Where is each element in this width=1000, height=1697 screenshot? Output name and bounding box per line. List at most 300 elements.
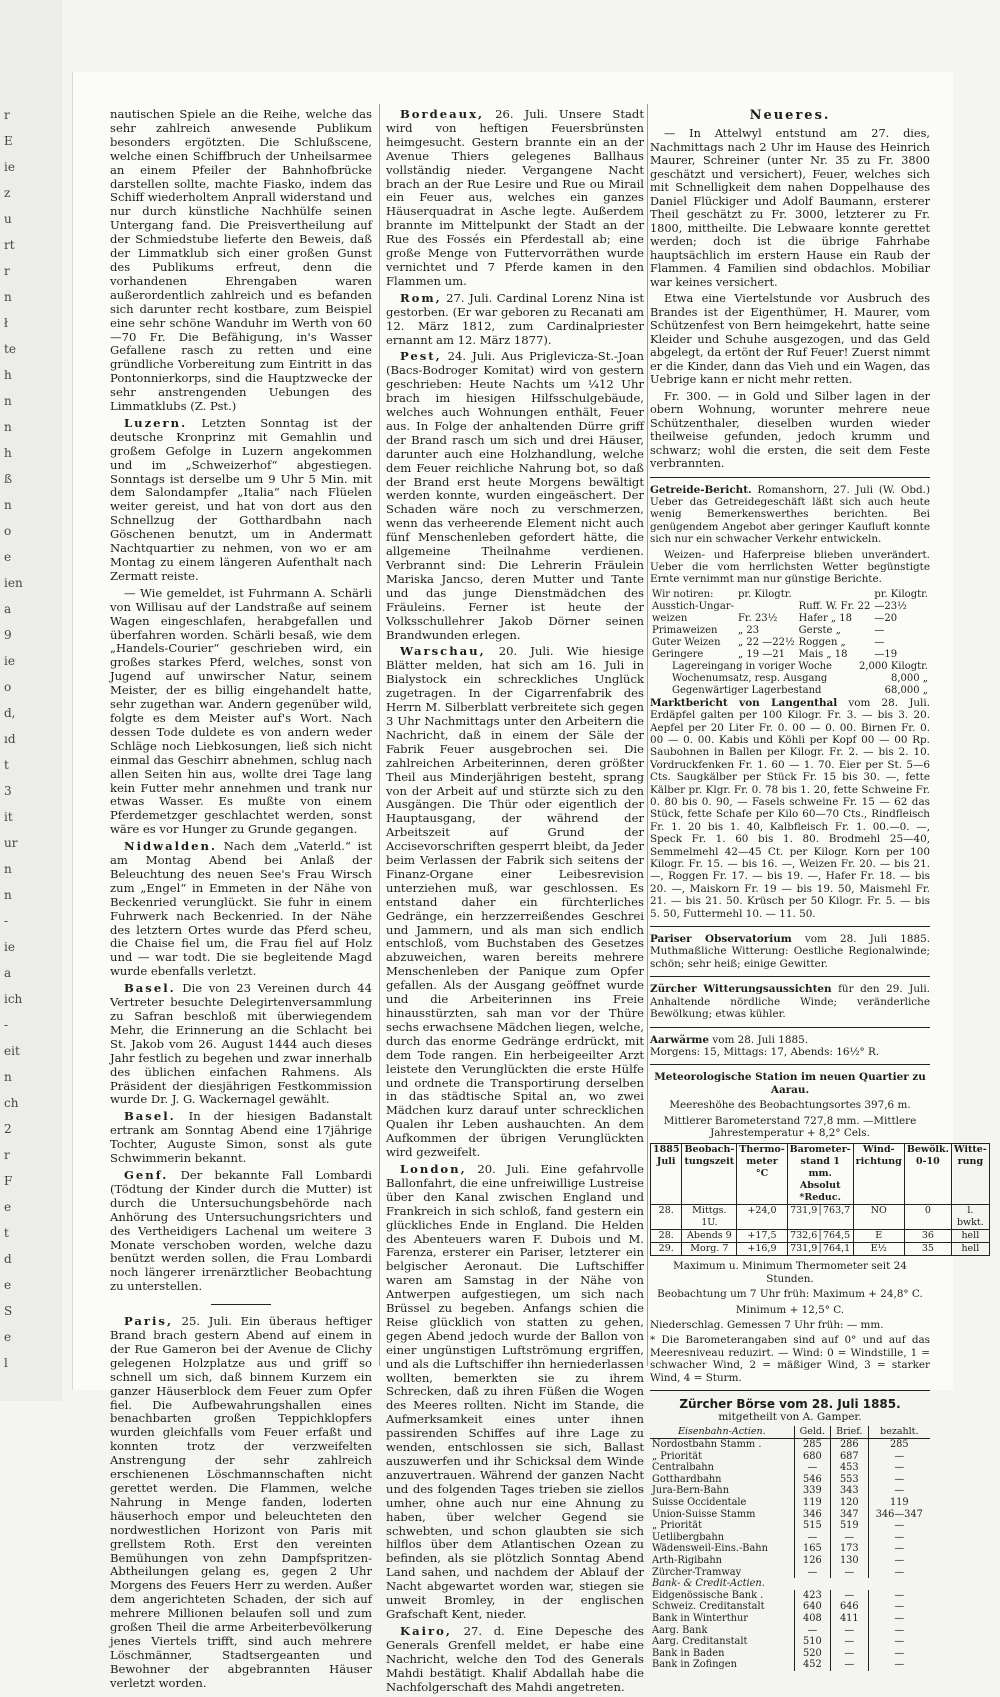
aarau-warmth-line2: Morgens: 15, Mittags: 17, Abends: 16½° R. xyxy=(650,1045,880,1058)
bourse-row xyxy=(650,1474,930,1486)
grain-cell: —20 xyxy=(874,612,898,624)
bourse-price: 119 xyxy=(794,1497,830,1509)
bourse-security: Zürcher-Tramway xyxy=(652,1566,742,1578)
bourse-price: 646 xyxy=(831,1601,869,1613)
meteo-cell: 28. xyxy=(651,1205,682,1230)
grain-cell: Mais „ 18 xyxy=(798,648,848,660)
bourse-price: 165 xyxy=(794,1543,830,1555)
article-text: 24. Juli. Aus Priglevicza-St.-Joan (Bacs-Bodroger Komitat) wird von gestern geschrieben: Heute Nachts um ¼12 Uhr brach im hiesigen Hilfsschulgebäude, welches auch Wohnungen enthält, Feuer aus. In Folge der anhaltenden Dürre griff der Brand rasch um sich und drei Häuser, darunter auch eine Holzhandlung, welche dem Feuer reichliche Nahrung bot, so daß der Brand erst heute Morgens bewältigt werden konnte, wurden eingeäschert. Der Schaden wäre noch zu verschmerzen, wenn das verheerende Element nicht auch fünf Menschenleben gefordert hätte, die allgemeine Theilnahme verdienen. Verbrannt sind: Die Lehrerin Fräulein Mariska Jancso, deren Mutter und Tante und das junge Dienstmädchen des Fräuleins. Ferner ist heute der Volksschullehrer Jakob Dörner seinen Brandwunden erlegen. xyxy=(386,349,644,642)
meteo-cell: +24,0 xyxy=(737,1205,787,1230)
bourse-price: 126 xyxy=(794,1555,830,1567)
meteo-cell: hell xyxy=(951,1230,989,1243)
meteo-cell: 731,9│764,1 xyxy=(787,1243,853,1256)
bourse-row xyxy=(650,1567,930,1579)
article-text: 27. Juli. Cardinal Lorenz Nina ist gestorben. (Er war geboren zu Recanati am 12. März 1812, zum Cardinalpriester ernannt am 12. März 1877). xyxy=(386,290,644,347)
edge-mark: 9 xyxy=(4,628,12,642)
meteo-header: Wind-richtung xyxy=(853,1144,904,1205)
grain-row xyxy=(650,601,930,613)
meteo-cell: 732,6│764,5 xyxy=(787,1230,853,1243)
meteo-cell: Morg. 7 xyxy=(682,1243,737,1256)
meteo-notes xyxy=(650,1260,930,1384)
separator xyxy=(650,1390,930,1391)
article-dateline: Genf. xyxy=(124,1167,169,1182)
edge-mark: rt xyxy=(4,238,15,252)
bourse-price: — xyxy=(868,1462,930,1474)
edge-mark: E xyxy=(4,134,13,148)
edge-mark: d, xyxy=(4,706,16,720)
bourse-price: 119 xyxy=(868,1497,930,1509)
article-text: 26. Juli. Unsere Stadt wird von heftigen Feuersbrünsten heimgesucht. Gestern brannte ein an der Avenue Thiers gelegenes Ballhaus vollständig nieder. Vergangene Nacht brach an der Rue Lesire und Rue ou Mirail ein Feuer aus, welches ein ganzes Häuserquadrat in Asche legte. Außerdem brannte im Mittelpunkt der Stadt an der Rue des Fossés ein Pferdestall ab; eine große Menge von Futtervorräthen wurde vernichtet und 7 Pferde kamen in den Flammen um. xyxy=(386,107,644,288)
bourse-price: — xyxy=(868,1555,930,1567)
bourse-price: — xyxy=(868,1474,930,1486)
meteo-cell: 0 xyxy=(904,1205,951,1230)
bourse-security: Jura-Bern-Bahn xyxy=(652,1485,730,1497)
bourse-price: 515 xyxy=(794,1520,830,1532)
grain-cell: — xyxy=(874,624,885,636)
article-dateline: Basel. xyxy=(124,1109,176,1124)
bourse-price: 346 xyxy=(794,1509,830,1521)
aarau-warmth-line1: vom 28. Juli 1885. xyxy=(709,1033,808,1046)
bourse-security: „ Priorität xyxy=(652,1520,703,1532)
bourse-row xyxy=(650,1439,930,1451)
bourse-price: — xyxy=(868,1532,930,1544)
grain-cell: Ausstich-Ungar- xyxy=(652,600,734,612)
edge-mark: e xyxy=(4,550,12,564)
bourse-price: — xyxy=(831,1636,869,1648)
edge-mark: n xyxy=(4,420,12,434)
bourse-row xyxy=(650,1601,930,1613)
edge-mark: it xyxy=(4,810,13,824)
grain-row xyxy=(650,625,930,637)
grain-report-note: Weizen- und Haferpreise blieben unverändert. Ueber die vom herrlichsten Wetter begünstigte Ernte vernimmt man nur günstige Berichte. xyxy=(650,548,930,586)
edge-mark: n xyxy=(4,498,12,512)
bourse-row xyxy=(650,1543,930,1555)
edge-mark: eit xyxy=(4,1044,20,1058)
grain-cell: Hafer „ 18 xyxy=(798,612,853,624)
stock-row xyxy=(650,661,930,673)
meteo-cell: 29. xyxy=(651,1243,682,1256)
station-sub2: Mittlerer Barometerstand 727,8 mm. —Mittlere Jahrestemperatur + 8,2° Cels. xyxy=(663,1114,917,1139)
bourse-price: 452 xyxy=(794,1659,830,1671)
bourse-price: — xyxy=(868,1543,930,1555)
bourse-price: — xyxy=(868,1451,930,1463)
bourse-price: 510 xyxy=(794,1636,830,1648)
paris-observatory-title: Pariser Observatorium xyxy=(650,933,792,946)
bourse-section-heading: Bank- & Credit-Actien. xyxy=(652,1578,765,1590)
article-paragraph xyxy=(110,982,372,1107)
station-sub1: Meereshöhe des Beobachtungsortes 397,6 m. xyxy=(669,1099,911,1112)
bourse-price: 687 xyxy=(831,1451,869,1463)
neueres-heading: Neueres. xyxy=(749,108,831,123)
article-text: nautischen Spiele an die Reihe, welche das sehr zahlreich anwesende Publikum besonders ergötzten. Die Schlußscene, welche einen Schiffbruch der Unheilsarmee an einem Pfeiler der Bahnhofbrücke darstellen sollte, machte Fiasko, indem das Schiff wiederholtem Anprall widerstand und nur durch künstliche Nachhülfe seinen Untergang fand. Die Preisvertheilung auf der Schmiedstube lieferte den Beweis, daß der Limmatklub sich einer großen Gunst des Publikums erfreut, denn die vorhandenen Ehrengaben waren außerordentlich zahlreich und es befanden sich darunter recht kostbare, zum Beispiel eine sehr schöne Wanduhr im Werth von 60—70 Fr. Die Befähigung, in's Wasser Gefallene rasch zu retten und eine gründliche Vorbereitung zum Eintritt in das Pontonnierkorps, sind die Hauptzwecke der sehr anstrengenden Uebungen des Limmatklubs (Z. Pst.) xyxy=(110,107,372,414)
edge-mark: r xyxy=(4,108,10,122)
grain-cell: „ 22 —22½ xyxy=(737,636,795,648)
grain-report-intro: Romanshorn, 27. Juli (W. Obd.) Ueber das Getreidegeschäft läßt sich auch heute wenig Bemerkenswerthes berichten. Bei genügendem Angebot aber geringer Kaufluft konnte sich nur ein schwacher Verkehr entwickeln. xyxy=(650,483,930,546)
article-paragraph xyxy=(110,1169,372,1294)
edge-mark: 3 xyxy=(4,784,12,798)
article-paragraph xyxy=(110,587,372,837)
bourse-row xyxy=(650,1613,930,1625)
zurich-weather-text: für den 29. Juli. Anhaltende nördliche Winde; veränderliche Bewölkung; etwas kühler. xyxy=(650,983,930,1021)
meteo-cell: 731,9│763,7 xyxy=(787,1205,853,1230)
edge-mark: t xyxy=(4,1226,9,1240)
separator xyxy=(650,1064,930,1065)
bourse-price: 408 xyxy=(794,1613,830,1625)
stock-label: Gegenwärtiger Lagerbestand xyxy=(672,684,822,696)
article-dateline: Paris, xyxy=(124,1314,173,1329)
edge-mark: n xyxy=(4,290,12,304)
bourse-row xyxy=(650,1648,930,1660)
edge-mark: o xyxy=(4,680,12,694)
grain-cell: —19 xyxy=(874,648,898,660)
edge-mark: n xyxy=(4,888,12,902)
market-report-title: Marktbericht von Langenthal xyxy=(650,696,838,709)
bourse-price: 347 xyxy=(831,1509,869,1521)
article-dateline: Luzern. xyxy=(124,415,188,430)
edge-mark: r xyxy=(4,264,10,278)
article-text: Der bekannte Fall Lombardi (Tödtung der Kinder durch die Mutter) ist durch die Untersuchungsbehörde nach Anhörung des Untersuchungsrichters und des Vertheidigers Lachenal um weitere 3 Monate verschoben worden, welche dazu benützt werden sollen, die Frau Lombardi noch längerer irrenärztlicher Beobachtung zu unterstellen. xyxy=(110,1167,372,1294)
market-report xyxy=(650,697,930,920)
article-text: 20. Juli. Eine gefahrvolle Ballonfahrt, die eine unfreiwillige Lustreise über den Kanal zwischen England und Frankreich in sich schloß, fand gestern ein glückliches Ende in England. Die Helden des Abenteuers waren F. Dubois und M. Farenza, ersterer ein Pariser, letzterer ein belgischer Aeronaut. Die Luftschiffer waren am Samstag in der Nähe von Antwerpen aufgestiegen, um sich nach Brüssel zu begeben. Anfangs schien die Reise glücklich von statten zu gehen, gegen Abend jedoch wurde der Ballon von einer ungünstigen Luftströmung ergriffen, und als die Luftschiffer ihn herniederlassen wollten, bemerkten sie zu ihrem Schrecken, daß zu ihren Füßen die Wogen des Meeres rollten. Nicht im Stande, die Aufmerksamkeit eines unter ihnen passirenden Schiffes auf ihre Lage zu wenden, entschlossen sie sich, Ballast auszuwerfen und ihr Schicksal dem Winde anzuvertrauen. Während der ganzen Nacht und des folgenden Tages trieben sie ziellos umher, ohne auch nur eine Ahnung zu haben, über welcher Gegend sie schwebten, und schon glaubten sie sich hilflos über dem Atlantischen Ozean zu befinden, als sie plötzlich Sonntag Abend Land sahen, und nachdem der Ablauf der Nacht abgewartet worden war, stiegen sie unweit Bromley, in der englischen Grafschaft Kent, nieder. xyxy=(386,1161,644,1621)
grain-cell: Gerste „ xyxy=(798,624,841,636)
bourse-price: 411 xyxy=(831,1613,869,1625)
short-divider xyxy=(211,1304,271,1305)
edge-mark: ien xyxy=(4,576,23,590)
stock-row xyxy=(650,673,930,685)
meteo-cell: 35 xyxy=(904,1243,951,1256)
bourse-security: Arth-Rigibahn xyxy=(652,1554,722,1566)
meteo-cell: l. bwkt. xyxy=(951,1205,989,1230)
bourse-price: 453 xyxy=(831,1462,869,1474)
bourse-price: 519 xyxy=(831,1520,869,1532)
article-text: 27. d. Eine Depesche des Generals Grenfell meldet, er habe eine Nachricht, welche den Tod des Generals Mahdi bestätigt. Khalif Abdallah habe die Nachfolgerschaft des Mahdi angetreten. xyxy=(386,1623,644,1694)
article-text: Die von 23 Vereinen durch 44 Vertreter besuchte Delegirtenversammlung zu Safran beschloß mit überwiegendem Mehr, die Erinnerung an die Schlacht bei St. Jakob vom 26. August 1444 auch dieses Jahr festlich zu begehen und zwar innerhalb des üblichen einfachen Rahmens. Als Präsident der diesjährigen Festkommission wurde Dr. J. G. Wackernagel gewählt. xyxy=(110,981,372,1107)
meteo-cell: E xyxy=(853,1230,904,1243)
stock-label: Wochenumsatz, resp. Ausgang xyxy=(672,672,828,684)
edge-mark: h xyxy=(4,368,12,382)
edge-mark: ich xyxy=(4,992,23,1006)
station-title: Meteorologische Station im neuen Quartier zu Aarau. xyxy=(654,1071,926,1096)
edge-mark: S xyxy=(4,1304,13,1318)
bourse-security: Centralbahn xyxy=(652,1462,714,1474)
edge-mark: - xyxy=(4,1018,9,1032)
edge-mark: h xyxy=(4,446,12,460)
meteo-cell: E½ xyxy=(853,1243,904,1256)
bourse-row xyxy=(650,1520,930,1532)
bourse-row xyxy=(650,1509,930,1521)
bourse-row xyxy=(650,1590,930,1602)
grain-report xyxy=(650,484,930,697)
bourse-price: — xyxy=(868,1648,930,1660)
grain-header: pr. Kilogtr. xyxy=(874,588,928,600)
grain-cell: „ 19 —21 xyxy=(737,648,785,660)
bourse-price: 286 xyxy=(831,1439,869,1451)
bourse-price: 339 xyxy=(794,1485,830,1497)
article-dateline: London, xyxy=(400,1161,467,1176)
article-text: In der hiesigen Badanstalt ertrank am Sonntag Abend eine 17jährige Tochter, Auguste Simon, sonst als gute Schwimmerin bekannt. xyxy=(110,1109,372,1166)
edge-mark: r xyxy=(4,1148,10,1162)
article-dateline: Kairo, xyxy=(400,1623,452,1638)
edge-mark: a xyxy=(4,966,12,980)
bourse-price: 343 xyxy=(831,1485,869,1497)
bourse-security: Bank in Baden xyxy=(652,1647,725,1659)
article-paragraph xyxy=(386,645,644,1160)
bourse-security: Schweiz. Creditanstalt xyxy=(652,1601,765,1613)
column-3 xyxy=(650,108,987,1671)
edge-mark: u xyxy=(4,212,12,226)
meteo-header: Thermo-meter °C xyxy=(737,1144,787,1205)
edge-mark: e xyxy=(4,1278,12,1292)
bourse-security: „ Priorität xyxy=(652,1450,703,1462)
news-paragraph: — In Attelwyl entstund am 27. dies, Nachmittags nach 2 Uhr im Hause des Heinrich Maurer, Schreiner (unter Nr. 35 zu Fr. 3800 geschätzt und versichert), Feuer, welches sich mit Schnelligkeit dem nahen Doppelhause des Daniel Flückiger und Adolf Baumann, ersterer Theil geschätzt zu Fr. 3000, letzterer zu Fr. 1800, mittheilte. Die Lebwaare konnte gerettet werden; doch ist die übrige Fahrhabe hauptsächlich im erstern Hause ein Raub der Flammen. 4 Familien sind obdachlos. Mobiliar war keines versichert. xyxy=(650,127,930,289)
edge-mark: d xyxy=(4,1252,12,1266)
grain-row xyxy=(650,613,930,625)
bourse-security: Suisse Occidentale xyxy=(652,1496,747,1508)
bourse-price: 680 xyxy=(794,1451,830,1463)
article-paragraph xyxy=(386,1625,644,1695)
bourse-price: — xyxy=(868,1659,930,1671)
meteo-cell: hell xyxy=(951,1243,989,1256)
meteo-cell: +16,9 xyxy=(737,1243,787,1256)
meteo-cell: Mittgs. 1U. xyxy=(682,1205,737,1230)
bourse-price: 173 xyxy=(831,1543,869,1555)
article-text: 20. Juli. Wie hiesige Blätter melden, hat sich am 16. Juli in Bialystock ein schreckliches Unglück zugetragen. In der Cigarrenfabrik des Herrn M. Silberblatt verbreitete sich gegen 3 Uhr Nachmittags unter den Arbeitern die Nachricht, daß in einem der Säle der Fabrik Feuer ausgebrochen sei. Die zahlreichen Arbeiterinnen, deren größter Theil aus Minderjährigen besteht, sprang von der Arbeit auf und stürzte sich zu den Ausgängen. Die Thür oder eigentlich der Hauptausgang, der während der Arbeitszeit auf Grund der Accisevorschriften gesperrt bleibt, da Jeder beim Verlassen der Fabrik sich seitens der Finanz-Organe einer Leibesrevision unterziehen muß, war geschlossen. Es entstand daher ein fürchterliches Gedränge, ein herzzerreißendes Geschrei und Jammern, und als man sich endlich entschloß, vom Buchstaben des Gesetzes abzuweichen, waren bereits mehrere Menschenleben der Panique zum Opfer gefallen. Als der Ausgang geöffnet wurde und die Arbeiterinnen ins Freie hinausstürzten, sah man vor der Thüre sechs erwachsene Mädchen liegen, welche, durch das enorme Gedränge erdrückt, mit dem Tode rangen. Ein herbeigeeilter Arzt leistete den Verunglückten die erste Hülfe und ordnete die Transportirung derselben in das städtische Spital an, wo zwei Mädchen kurz darauf unter schrecklichen Qualen ihr Leben aushauchten. An dem Aufkommen der übrigen Verunglückten wird gezweifelt. xyxy=(386,644,644,1160)
bourse-table xyxy=(650,1426,930,1671)
news-paragraph: Etwa eine Viertelstunde vor Ausbruch des Brandes ist der Eigenthümer, H. Maurer, vom Schützenfest von Bern heimgekehrt, hatte seine Kleider und Schuhe ausgezogen, und das Geld abgelegt, da ertönt der Ruf Feuer! Zuerst nimmt er die Kinder, dann das Vieh und ein Wagen, das Uebrige kann er nicht mehr retten. xyxy=(650,292,930,386)
bourse-header: Eisenbahn-Actien. xyxy=(650,1426,794,1439)
bourse-security: Nordostbahn Stamm . xyxy=(652,1439,762,1450)
meteo-header: Barometer-stand 1 mm. Absolut *Reduc. xyxy=(787,1144,853,1205)
grain-cell: Roggen „ xyxy=(798,636,846,648)
grain-cell: Guter Weizen xyxy=(652,636,721,648)
zurich-weather-title: Zürcher Witterungsaussichten xyxy=(650,983,832,996)
grain-header: pr. Kilogtr. xyxy=(737,588,792,600)
edge-mark: e xyxy=(4,1330,12,1344)
article-paragraph xyxy=(110,417,372,584)
grain-row xyxy=(650,649,930,661)
bourse-row xyxy=(650,1497,930,1509)
bourse-row xyxy=(650,1485,930,1497)
edge-mark: - xyxy=(4,914,9,928)
column-2 xyxy=(386,108,644,1697)
bourse-price: 285 xyxy=(794,1439,830,1451)
separator xyxy=(650,1027,930,1028)
meteo-table xyxy=(650,1143,990,1256)
edge-mark: n xyxy=(4,862,12,876)
column-1 xyxy=(110,108,372,1694)
meteo-note: Niederschlag. Gemessen 7 Uhr früh: — mm. xyxy=(650,1318,884,1331)
bourse-price: 546 xyxy=(794,1474,830,1486)
meteo-cell: Abends 9 xyxy=(682,1230,737,1243)
bourse-price: — xyxy=(868,1613,930,1625)
meteo-header: 1885 Juli xyxy=(651,1144,682,1205)
bourse-price: — xyxy=(831,1532,869,1544)
paris-observatory-text: vom 28. Juli 1885. Muthmaßliche Witterung: Oestliche Regionalwinde; schön; sehr heiß; einige Gewitter. xyxy=(650,933,930,970)
article-dateline: Warschau, xyxy=(400,644,486,659)
article-paragraph xyxy=(386,350,644,642)
meteo-row xyxy=(651,1230,990,1243)
edge-mark: a xyxy=(4,602,12,616)
aarau-warmth-title: Aarwärme xyxy=(650,1033,710,1046)
bourse-price: 520 xyxy=(794,1648,830,1660)
article-text: Letzten Sonntag ist der deutsche Kronprinz mit Gemahlin und großem Gefolge in Luzern angekommen und im „Schweizerhof“ abgestiegen. Sonntags ist derselbe um 9 Uhr 5 Min. mit dem Salondampfer „Italia“ nach Flüelen weiter gereist, und hat von dort aus den Schnellzug der Gotthardbahn nach Göschenen benutzt, um in Andermatt Nachtquartier zu nehmen, von wo er am Montag zu einem längeren Aufenthalt nach Zermatt reiste. xyxy=(110,415,372,583)
grain-cell: Fr. 23½ xyxy=(737,612,778,624)
edge-mark: n xyxy=(4,394,12,408)
meteo-cell: 28. xyxy=(651,1230,682,1243)
separator xyxy=(650,976,930,977)
meteo-cell: 36 xyxy=(904,1230,951,1243)
bourse-security: Union-Suisse Stamm xyxy=(652,1508,756,1520)
bourse-price: — xyxy=(868,1636,930,1648)
grain-cell: weizen xyxy=(652,612,688,624)
article-text: Nach dem „Vaterld.“ ist am Montag Abend bei Anlaß der Beleuchtung des neuen See's Frau Wirsch zum „Engel“ in Emmeten in der Nähe von Beckenried verunglückt. Sie fuhr in einem Fuhrwerk nach Beckenried. In der Nähe des letztern Ortes wurde das Pferd scheu, die Chaise fiel um, die Frau fiel auf Holz und — war todt. Die sie begleitende Magd wurde ebenfalls verletzt. xyxy=(110,839,372,979)
bourse-price: — xyxy=(831,1590,869,1602)
grain-cell: —23½ xyxy=(874,600,907,612)
edge-mark: ch xyxy=(4,1096,19,1110)
meteo-row xyxy=(651,1243,990,1256)
bourse-row xyxy=(650,1625,930,1637)
grain-report-title: Getreide-Bericht. xyxy=(650,483,752,496)
grain-cell xyxy=(736,601,797,613)
edge-mark: F xyxy=(4,1174,13,1188)
bourse-header: Geld. xyxy=(794,1426,830,1439)
edge-mark: ł xyxy=(4,316,8,330)
grain-row xyxy=(650,637,930,649)
stock-value: 2,000 Kilogtr. xyxy=(859,660,928,672)
bourse-price: — xyxy=(831,1625,869,1637)
article-text: 25. Juli. Ein überaus heftiger Brand brach gestern Abend auf einem in der Rue Gameron bei der Avenue de Clichy gelegenen Holzplatze aus und griff so schnell um sich, daß binnem Kurzem ein ganzer Häuserblock dem Feuer zum Opfer fiel. Die Aufbewahrungshallen eines benachbarten großen Teppichklopfers wurden gleichfalls vom Feuer erfaßt und konnten trotz der verzweifelten Anstrengung der sehr zahlreich erschienenen Löschmannschaften nicht gerettet werden. Die Flammen, welche Nahrung in Menge fanden, loderten häuserhoch empor und beleuchteten den nordwestlichen Horizont von Paris mit grellstem Roth. Erst den vereinten Bemühungen von zehn Dampfspritzen-Abtheilungen gelang es, gegen 2 Uhr Morgens des Feuers Herr zu werden. Außer dem angerichteten Schaden, der sich auf mehrere Millionen belaufen soll und zum großen Theil die arme Arbeiterbevölkerung jenes Viertels trifft, sind auch mehrere Löschmänner, Stadtsergeanten und Bewohner der abgebrannten Häuser verletzt worden. xyxy=(110,1314,372,1690)
bourse-header: Brief. xyxy=(831,1426,869,1439)
article-paragraph xyxy=(386,292,644,348)
bourse-price: — xyxy=(868,1567,930,1579)
bourse-security: Bank in Zofingen xyxy=(652,1659,737,1671)
separator xyxy=(650,477,930,478)
grain-cell: Geringere xyxy=(652,648,704,660)
article-paragraph xyxy=(386,1163,644,1622)
bourse-security: Eidgenössische Bank . xyxy=(652,1589,764,1601)
article-dateline: Pest, xyxy=(400,349,442,364)
edge-mark: ie xyxy=(4,160,15,174)
grain-stock-table xyxy=(650,661,930,697)
bourse-price: 346—347 xyxy=(868,1509,930,1521)
bourse-price: 285 xyxy=(868,1439,930,1451)
edge-mark: ß xyxy=(4,472,13,486)
bourse-security: Aarg. Bank xyxy=(652,1624,708,1636)
left-page-edge xyxy=(0,0,62,1401)
stock-value: 8,000 „ xyxy=(891,672,928,684)
bourse-price: — xyxy=(831,1567,869,1579)
news-paragraph: Fr. 300. — in Gold und Silber lagen in der obern Wohnung, worunter mehrere neue Schützenthaler, dieselben wurden wieder theilweise gefunden, jedoch krumm und schwarz; wohl die ersten, die seit dem Feste verbrannten. xyxy=(650,389,930,470)
grain-cell: „ 23 xyxy=(737,624,760,636)
edge-mark: ie xyxy=(4,654,15,668)
bourse-security: Bank in Winterthur xyxy=(652,1612,748,1624)
article-text: — Wie gemeldet, ist Fuhrmann A. Schärli von Willisau auf der Landstraße auf seinem Wagen eingeschlafen, herabgefallen und überfahren worden. Schärli besaß, wie dem „Handels-Courier“ geschrieben wird, ein großes starkes Pferd, welches, sonst von Jugend auf unwirscher Natur, seinem Meister, der es billig eingehandelt hatte, sehr zugethan war. Andern gegenüber wild, folgte es dem Meister auf's Wort. Nach dessen Tode duldete es von andern weder Schläge noch Liebkosungen, ließ sich nicht einmal das Geschirr abnehmen, schlug nach allen Seiten hin aus, wollte drei Tage lang kein Futter mehr annehmen und trank nur etwas Wasser. Es mußte von einem Pferdemetzger geschlachtet werden, sonst wäre es vor Hunger zu Grunde gegangen. xyxy=(110,585,372,837)
bourse-header: bezahlt. xyxy=(868,1426,930,1439)
column-rule-1 xyxy=(379,104,380,1366)
meteo-cell: NO xyxy=(853,1205,904,1230)
grain-price-table xyxy=(650,589,930,661)
edge-mark: 2 xyxy=(4,1122,12,1136)
edge-mark: o xyxy=(4,524,12,538)
bourse-row xyxy=(650,1555,930,1567)
meteo-header: Beobach-tungszeit xyxy=(682,1144,737,1205)
article-paragraph xyxy=(110,840,372,979)
article-paragraph xyxy=(110,1315,372,1690)
article-dateline: Nidwalden. xyxy=(124,839,217,854)
bourse-row xyxy=(650,1636,930,1648)
bourse-row xyxy=(650,1532,930,1544)
bourse-row xyxy=(650,1451,930,1463)
bourse-price: 130 xyxy=(831,1555,869,1567)
bourse-security: Uetlibergbahn xyxy=(652,1531,725,1543)
bourse-row xyxy=(650,1462,930,1474)
grain-cell: Primaweizen xyxy=(652,624,718,636)
edge-mark: n xyxy=(4,1070,12,1084)
bourse-price: — xyxy=(868,1485,930,1497)
grain-cell: Ruff. W. Fr. 22 xyxy=(798,600,871,612)
meteo-note: Maximum u. Minimum Thermometer seit 24 Stunden. xyxy=(673,1260,907,1285)
bourse-price: — xyxy=(831,1659,869,1671)
edge-mark: ie xyxy=(4,940,15,954)
column-rule-2 xyxy=(647,104,648,1366)
bourse-price: — xyxy=(868,1601,930,1613)
edge-mark: t xyxy=(4,758,9,772)
article-paragraph xyxy=(386,108,644,289)
bourse-row xyxy=(650,1659,930,1671)
bourse-security: Aarg. Creditanstalt xyxy=(652,1636,748,1648)
bourse-security: Gotthardbahn xyxy=(652,1473,722,1485)
edge-mark: z xyxy=(4,186,11,200)
article-dateline: Basel. xyxy=(124,981,176,996)
meteo-header: Bewölk. 0-10 xyxy=(904,1144,951,1205)
bourse-price: — xyxy=(831,1648,869,1660)
separator xyxy=(650,926,930,927)
article-dateline: Bordeaux, xyxy=(400,107,485,121)
bourse-title: Zürcher Börse vom 28. Juli 1885. xyxy=(679,1397,901,1411)
bourse-price: — xyxy=(794,1625,830,1637)
bourse-price: 120 xyxy=(831,1497,869,1509)
article-paragraph xyxy=(110,108,372,414)
meteo-note: Minimum + 12,5° C. xyxy=(735,1303,845,1316)
meteo-header: Witte-rung xyxy=(951,1144,989,1205)
grain-header: Wir notiren: xyxy=(652,588,714,600)
stock-label: Lagereingang in voriger Woche xyxy=(672,660,832,672)
bourse-price: — xyxy=(794,1532,830,1544)
bourse-price: 553 xyxy=(831,1474,869,1486)
bourse-price: — xyxy=(794,1567,830,1579)
stock-row xyxy=(650,685,930,697)
bourse-price: — xyxy=(868,1625,930,1637)
stock-value: 68,000 „ xyxy=(884,684,928,696)
article-paragraph xyxy=(110,1110,372,1166)
meteo-row xyxy=(651,1205,990,1230)
edge-mark: e xyxy=(4,1200,12,1214)
meteo-note: Beobachtung um 7 Uhr früh: Maximum + 24,8° C. xyxy=(657,1288,923,1301)
bourse-price: 423 xyxy=(794,1590,830,1602)
bourse-price: — xyxy=(868,1590,930,1602)
grain-header xyxy=(797,589,873,601)
edge-mark: ur xyxy=(4,836,18,850)
edge-mark: te xyxy=(4,342,16,356)
edge-mark: ıd xyxy=(4,732,16,746)
bourse-security: Wädensweil-Eins.-Bahn xyxy=(652,1543,768,1555)
bourse-price: 640 xyxy=(794,1601,830,1613)
grain-cell: — xyxy=(874,636,885,648)
bourse-price: — xyxy=(794,1462,830,1474)
meteo-note: * Die Barometerangaben sind auf 0° und auf das Meeresniveau reduzirt. — Wind: 0 = Windstille, 1 = schwacher Wind, 2 = mäßiger Wind, 3 = starker Wind, 4 = Sturm. xyxy=(650,1334,930,1384)
bourse-price: — xyxy=(868,1520,930,1532)
article-dateline: Rom, xyxy=(400,290,442,305)
